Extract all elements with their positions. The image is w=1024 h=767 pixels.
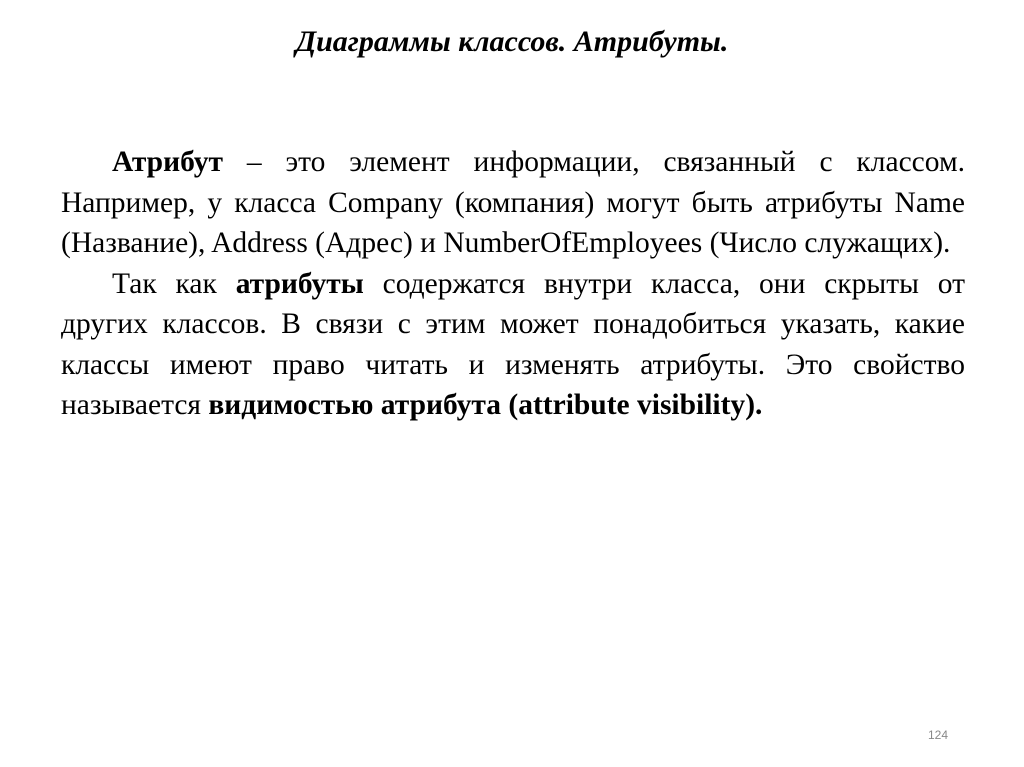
term-attribute-visibility-ru: видимостью атрибута	[208, 389, 501, 421]
slide-title: Диаграммы классов. Атрибуты.	[295, 25, 729, 58]
term-attributes: атрибуты	[235, 267, 364, 300]
paragraph-2-part-3: (	[501, 389, 519, 421]
slide-body	[61, 142, 965, 426]
paragraph-2-part-1: Так как	[112, 267, 236, 300]
term-attribute: Атрибут	[112, 146, 223, 178]
term-attribute-visibility-en: attribute visibility	[518, 389, 746, 421]
paragraph-attribute-visibility	[61, 264, 965, 426]
paragraph-attribute-definition	[61, 142, 965, 264]
slide-number: 124	[928, 728, 949, 742]
paragraph-1-text: – это элемент информации, связанный с классом. Например, у класса Company (компания) могут быть атрибуты Name (Название), Address (Адрес) и NumberOfEmployees (Число служащих).	[61, 146, 965, 259]
paragraph-2-part-4: ).	[745, 389, 763, 421]
paragraph-2-part-2: содержатся внутри класса, они скрыты от других классов. В связи с этим может понадобиться указать, какие классы имеют право читать и изменять атрибуты. Это свойство называется	[61, 267, 965, 421]
